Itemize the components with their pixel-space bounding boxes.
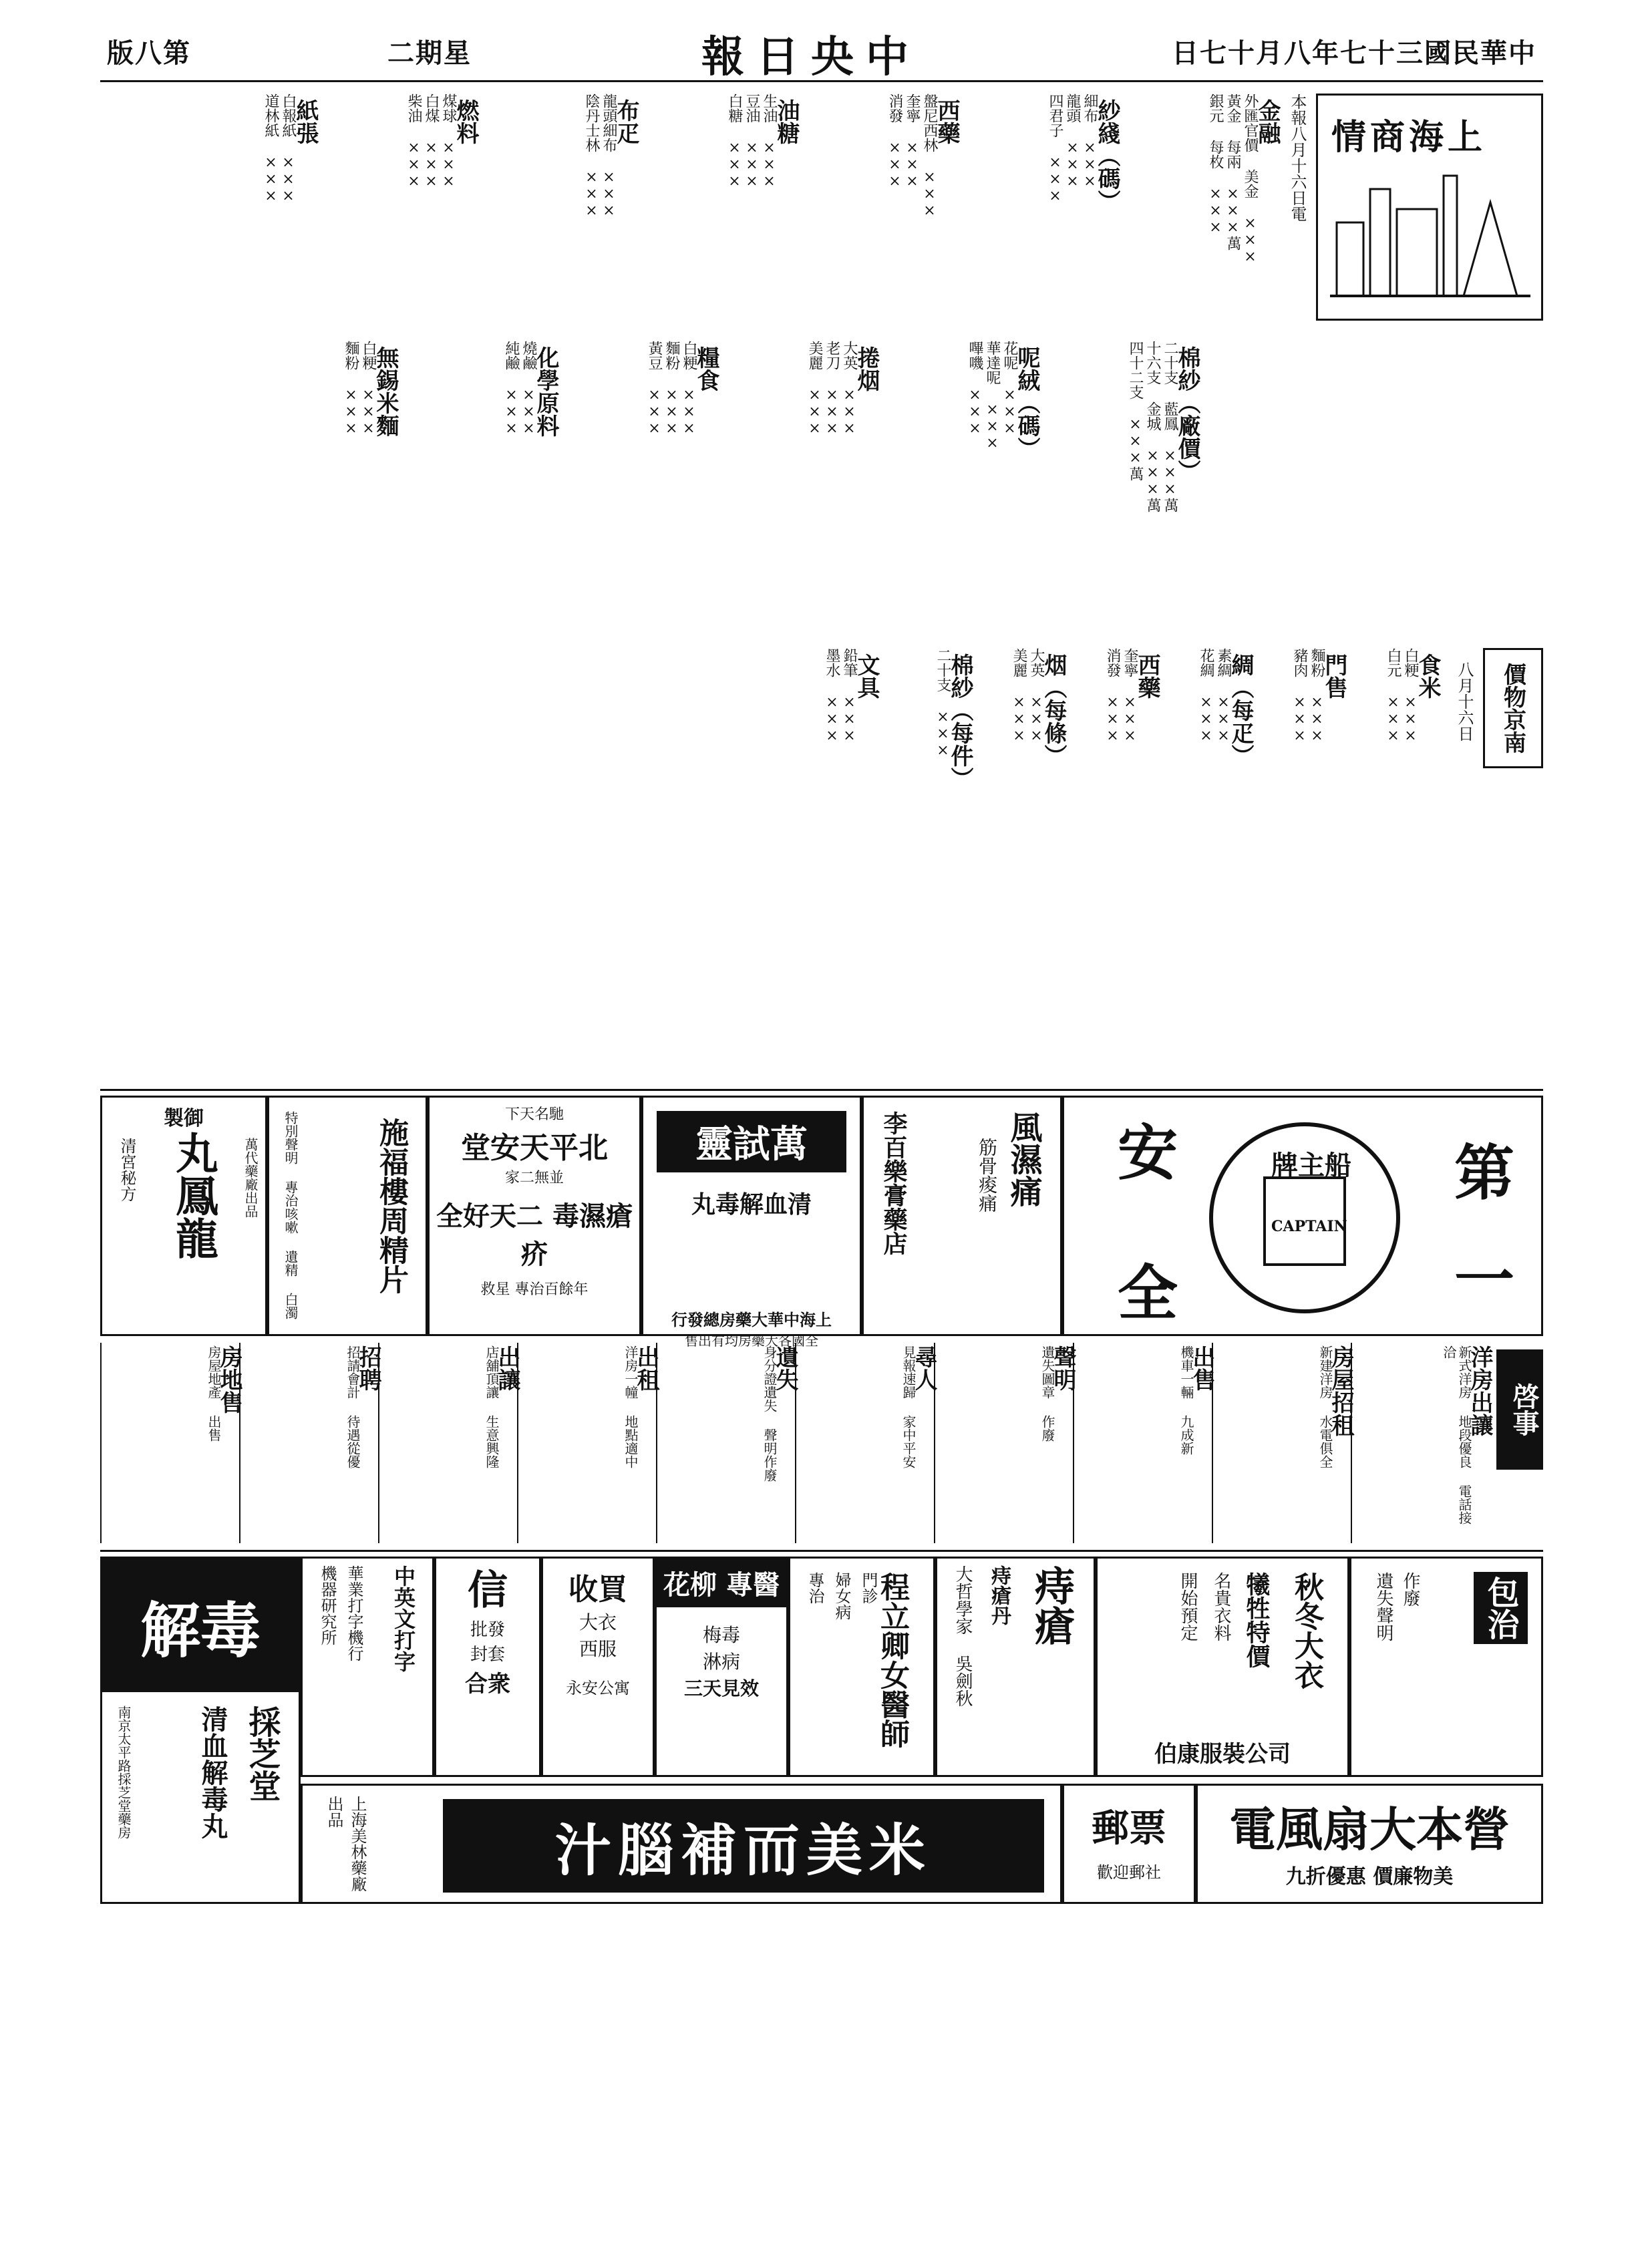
nanjing-price-line: 二十支 ××× bbox=[935, 648, 951, 759]
market-section-head: 油糖 bbox=[773, 99, 800, 144]
market-price-line: 華達呢 ××× bbox=[984, 341, 1001, 452]
woman-doctor-line-2: 婦女病 bbox=[832, 1572, 851, 1620]
nanjing-price-line: 花綢 ××× bbox=[1198, 648, 1214, 744]
classified-item-body: 房屋地產 出售 bbox=[206, 1345, 222, 1442]
market-price-line: 白報紙 ××× bbox=[280, 94, 297, 204]
nanjing-price-line: 大英 ××× bbox=[1028, 648, 1045, 744]
nanjing-section-head: 西藥 bbox=[1134, 653, 1160, 699]
clothing-title: 秋冬大衣 bbox=[1289, 1572, 1323, 1689]
market-price-line: 陰丹士林 ××× bbox=[583, 94, 600, 219]
market-column bbox=[966, 341, 1040, 568]
vd-line-3: 三天見效 bbox=[683, 1677, 759, 1699]
newspaper-page bbox=[100, 20, 1543, 2058]
market-section-head: 糧食 bbox=[693, 346, 719, 391]
market-section-head: 無錫米麵 bbox=[372, 346, 399, 437]
dragon-pill-title: 丸鳳龍 bbox=[168, 1131, 218, 1259]
fengshi-sub: 筋骨痠痛 bbox=[976, 1138, 998, 1212]
fuchang-ad bbox=[267, 1096, 428, 1336]
weekday-label: 二期星 bbox=[387, 37, 472, 69]
jiedu-shop: 採芝堂 bbox=[243, 1706, 281, 1802]
captain-left-char: 第 bbox=[1454, 1138, 1514, 1208]
electric-fan-ad bbox=[1196, 1784, 1543, 1904]
market-price-line: 銀元 每枚 ××× bbox=[1207, 94, 1224, 236]
buy-clothes-ad bbox=[541, 1557, 655, 1777]
market-price-line: 麵粉 ××× bbox=[663, 341, 680, 437]
nanjing-price-line: 墨水 ××× bbox=[824, 648, 840, 744]
electric-fan-title: 電風扇大本營 bbox=[1229, 1802, 1510, 1857]
market-section-head: 金融 bbox=[1254, 99, 1281, 144]
clothing-line-2: 名貴衣料 bbox=[1211, 1572, 1231, 1641]
nanjing-price-line: 素綢 ××× bbox=[1215, 648, 1232, 744]
market-price-line: 十六支 金城 ×××萬 bbox=[1144, 341, 1161, 512]
brain-tonic-ad bbox=[301, 1784, 1062, 1904]
brain-tonic-title: 汁腦補而美米 bbox=[443, 1799, 1044, 1893]
nanjing-section-head: 文具 bbox=[853, 653, 880, 699]
classified-item-body: 機車一輛 九成新 bbox=[1178, 1345, 1194, 1455]
beiping-ad bbox=[428, 1096, 641, 1336]
market-column bbox=[262, 94, 319, 321]
classified-section bbox=[100, 1343, 1543, 1552]
market-price-line: 老刀 ××× bbox=[824, 341, 840, 437]
classified-item-title: 出售 bbox=[1188, 1345, 1215, 1391]
classified-item-title: 洋房出讓 bbox=[1466, 1345, 1493, 1436]
clothing-line-3: 開始預定 bbox=[1178, 1572, 1198, 1641]
edition-label: 版八第 bbox=[107, 37, 191, 69]
beiping-sub2: 家二無並 bbox=[504, 1170, 564, 1186]
hemorrhoid-ad bbox=[935, 1557, 1096, 1777]
market-price-line: 細布 ××× bbox=[1082, 94, 1098, 190]
nanjing-price-line: 鉛筆 ××× bbox=[841, 648, 858, 744]
classified-item-title: 房地售 bbox=[216, 1345, 242, 1414]
market-price-line: 白糖 ××× bbox=[726, 94, 743, 190]
market-column bbox=[405, 94, 479, 321]
market-column bbox=[502, 341, 559, 568]
market-section-head: 捲烟 bbox=[853, 346, 880, 391]
hemorrhoid-line-2: 痔瘡丹 bbox=[987, 1565, 1011, 1625]
typewriter-line-1: 機器研究所 bbox=[318, 1565, 337, 1645]
classified-item bbox=[795, 1343, 937, 1543]
captain-cigarette-ad bbox=[1062, 1096, 1543, 1336]
woman-doctor-line-3: 門診 bbox=[859, 1572, 878, 1604]
market-price-line: 道林紙 ××× bbox=[263, 94, 279, 204]
market-section-head: 西藥 bbox=[933, 99, 960, 144]
classified-item bbox=[1073, 1343, 1215, 1543]
market-price-line: 純鹼 ××× bbox=[503, 341, 520, 437]
nanjing-section-head: 食米 bbox=[1414, 653, 1441, 699]
classified-item-body: 身分證遺失 聲明作廢 bbox=[762, 1345, 778, 1482]
captain-label: CAPTAIN bbox=[1271, 1218, 1347, 1235]
market-price-line: 四十二支 ×××萬 bbox=[1127, 341, 1144, 481]
nanjing-price-line: 麵粉 ××× bbox=[1309, 648, 1325, 744]
nanjing-price-line: 白元 ××× bbox=[1385, 648, 1402, 744]
classified-heading: 啓事 bbox=[1496, 1349, 1543, 1470]
nanjing-column bbox=[1104, 648, 1160, 1022]
market-section-head: 布疋 bbox=[613, 99, 639, 144]
classified-item-title: 尋人 bbox=[911, 1345, 937, 1391]
fengshi-shop: 李百樂膏藥店 bbox=[880, 1111, 908, 1255]
market-price-line: 黃豆 ××× bbox=[646, 341, 663, 437]
market-price-line: 美麗 ××× bbox=[806, 341, 823, 437]
skyline-illustration bbox=[1330, 162, 1530, 309]
classified-item bbox=[1351, 1343, 1493, 1543]
stamps-sub: 歡迎郵社 bbox=[1097, 1863, 1161, 1882]
market-price-line: 白粳 ××× bbox=[681, 341, 697, 437]
classified-item bbox=[378, 1343, 520, 1543]
fengshi-title: 風濕痛 bbox=[1005, 1111, 1042, 1207]
classified-item-body: 新式洋房 地段優良 電話接洽 bbox=[1441, 1345, 1472, 1524]
classified-item bbox=[1212, 1343, 1354, 1543]
captain-right-char: 一 bbox=[1454, 1245, 1514, 1315]
classified-item bbox=[934, 1343, 1076, 1543]
nanjing-price-line: 白粳 ××× bbox=[1402, 648, 1419, 744]
nanjing-price-line: 豬肉 ××× bbox=[1291, 648, 1308, 744]
market-column bbox=[1046, 94, 1120, 321]
vd-line-1: 梅毒 bbox=[702, 1624, 740, 1646]
market-price-line: 二十支 藍鳳 ×××萬 bbox=[1162, 341, 1178, 512]
classified-item bbox=[100, 1343, 242, 1543]
shanghai-market-banner bbox=[1316, 94, 1543, 321]
electric-fan-sub: 九折優惠 價廉物美 bbox=[1285, 1865, 1454, 1889]
classified-item-body: 店舖頂讓 生意興隆 bbox=[484, 1345, 500, 1468]
typewriter-title: 中英文打字 bbox=[391, 1565, 416, 1672]
masthead bbox=[100, 20, 1543, 82]
fuchang-title: 施福樓周精片 bbox=[374, 1118, 408, 1294]
envelope-line-2: 封套 bbox=[470, 1645, 505, 1665]
hemorrhoid-title: 痔瘡 bbox=[1028, 1565, 1075, 1645]
wanshi-sub: 丸毒解血清 bbox=[691, 1190, 812, 1219]
market-price-line: 白煤 ××× bbox=[423, 94, 440, 190]
beiping-product: 全好天二 毒濕瘡疥 bbox=[436, 1200, 633, 1270]
beiping-tail: 救星 專治百餘年 bbox=[480, 1281, 589, 1298]
jiedu-ad bbox=[100, 1557, 301, 1904]
market-section-head: 呢絨（碼） bbox=[1013, 346, 1040, 460]
market-price-line: 奎寧 ××× bbox=[904, 94, 921, 190]
woman-doctor-ad bbox=[788, 1557, 935, 1777]
vd-title: 花柳 專醫 bbox=[657, 1559, 786, 1607]
captain-brand: 牌主船 bbox=[1271, 1150, 1351, 1181]
market-column bbox=[725, 94, 800, 321]
classified-item-title: 房屋招租 bbox=[1327, 1345, 1354, 1436]
notice-line-1: 遺失聲明 bbox=[1373, 1572, 1393, 1641]
market-column bbox=[806, 341, 880, 568]
market-section-head: 紗綫（碼） bbox=[1094, 99, 1120, 212]
wanshi-maker: 行發總房藥大華中海上 bbox=[671, 1310, 832, 1329]
market-price-line: 燒鹼 ××× bbox=[520, 341, 537, 437]
market-price-line: 四君子 ××× bbox=[1047, 94, 1063, 204]
clothing-maker: 伯康服裝公司 bbox=[1154, 1741, 1291, 1768]
notice-ad bbox=[1349, 1557, 1543, 1777]
market-price-line: 龍頭 ××× bbox=[1064, 94, 1081, 190]
buy-title: 收買 bbox=[568, 1573, 627, 1607]
nanjing-column bbox=[934, 648, 973, 1022]
market-section-head: 紙張 bbox=[292, 99, 319, 144]
market-price-line: 白粳 ××× bbox=[360, 341, 377, 437]
market-price-line: 豆油 ××× bbox=[744, 94, 760, 190]
classified-item-body: 招請會計 待遇從優 bbox=[345, 1345, 361, 1468]
nanjing-column bbox=[1384, 648, 1441, 1022]
market-price-line: 嗶嘰 ××× bbox=[967, 341, 983, 437]
classified-item-title: 出租 bbox=[633, 1345, 659, 1391]
notice-title: 包治 bbox=[1474, 1572, 1528, 1644]
woman-doctor-line-1: 專治 bbox=[806, 1572, 824, 1604]
beiping-sub1: 下天名馳 bbox=[504, 1106, 564, 1123]
dragon-pill-maker: 萬代藥廠出品 bbox=[242, 1138, 259, 1218]
nanjing-price-line: 消發 ××× bbox=[1104, 648, 1121, 744]
buy-line-2: 西服 bbox=[579, 1638, 617, 1660]
classified-item bbox=[656, 1343, 798, 1543]
dragon-pill-side: 清宮秘方 bbox=[118, 1138, 136, 1202]
market-price-line: 生油 ××× bbox=[761, 94, 778, 190]
buy-line-1: 大衣 bbox=[579, 1611, 617, 1633]
nanjing-section-head: 烟（每條） bbox=[1040, 653, 1067, 767]
date-label: 日七十月八年七十三國民華中 bbox=[1172, 37, 1536, 69]
market-section-head: 棉紗（廠價） bbox=[1174, 346, 1200, 482]
market-price-line: 花呢 ××× bbox=[1001, 341, 1018, 437]
nanjing-price-line: 奎寧 ××× bbox=[1122, 648, 1138, 744]
nanjing-column bbox=[823, 648, 880, 1022]
market-price-line: 盤尼西林 ××× bbox=[921, 94, 938, 219]
classified-item-title: 招聘 bbox=[355, 1345, 381, 1391]
clothing-line-1: 犧牲特價 bbox=[1243, 1572, 1271, 1668]
classified-item bbox=[239, 1343, 381, 1543]
nanjing-date: 八月十六日 bbox=[1455, 661, 1474, 742]
stamps-title: 郵票 bbox=[1092, 1806, 1166, 1850]
jiedu-addr: 南京太平路採芝堂藥房 bbox=[116, 1706, 132, 1839]
jiedu-product: 清血解毒丸 bbox=[197, 1706, 228, 1839]
buy-line-3: 永安公寓 bbox=[566, 1679, 630, 1697]
market-price-line: 龍頭細布 ××× bbox=[601, 94, 617, 219]
market-column bbox=[1206, 94, 1281, 321]
jiedu-title: 解毒 bbox=[102, 1559, 299, 1692]
market-price-line: 柴油 ××× bbox=[405, 94, 422, 190]
market-price-line: 大英 ××× bbox=[841, 341, 858, 437]
vd-clinic-ad bbox=[655, 1557, 788, 1777]
market-column bbox=[886, 94, 960, 321]
market-price-line: 消發 ××× bbox=[886, 94, 903, 190]
wanshi-sold: 售出有均房藥大各國全 bbox=[685, 1333, 818, 1349]
classified-item-title: 聲明 bbox=[1049, 1345, 1076, 1391]
shanghai-market-title: 情商海上 bbox=[1331, 117, 1487, 158]
envelope-title: 信 bbox=[468, 1567, 508, 1614]
market-section-head: 燃料 bbox=[452, 99, 479, 144]
market-section-head: 化學原料 bbox=[532, 346, 559, 437]
classified-item-title: 出讓 bbox=[494, 1345, 520, 1391]
market-section bbox=[100, 87, 1543, 1091]
nanjing-column bbox=[1291, 648, 1347, 1022]
classified-item bbox=[517, 1343, 659, 1543]
market-column bbox=[1126, 341, 1200, 568]
market-price-line: 外匯官價 美金 ××× bbox=[1242, 94, 1259, 265]
market-price-line: 黃金 每兩 ×××萬 bbox=[1224, 94, 1241, 251]
classified-item-body: 新建洋房 水電俱全 bbox=[1317, 1345, 1333, 1468]
brain-tonic-maker: 上海美林藥廠出品 bbox=[325, 1796, 367, 1892]
envelope-ad bbox=[434, 1557, 541, 1777]
market-price-line: 煤球 ××× bbox=[440, 94, 457, 190]
clothing-ad bbox=[1096, 1557, 1349, 1777]
fuchang-body: 特別聲明 專治咳嗽 遺精 白濁 bbox=[283, 1111, 299, 1319]
market-column bbox=[342, 341, 399, 568]
market-column bbox=[583, 94, 639, 321]
classified-item-body: 洋房一幢 地點適中 bbox=[623, 1345, 639, 1468]
stamps-ad bbox=[1062, 1784, 1196, 1904]
classified-item-body: 見報速歸 家中平安 bbox=[900, 1345, 917, 1468]
hemorrhoid-line-1: 大哲學家 吳劍秋 bbox=[953, 1565, 973, 1707]
nanjing-prices-box: 價物京南 bbox=[1483, 648, 1543, 768]
newspaper-title: 報日央中 bbox=[701, 32, 921, 82]
nanjing-section-head: 綢（每疋） bbox=[1227, 653, 1254, 767]
market-price-line: 麵粉 ××× bbox=[343, 341, 359, 437]
typewriter-ad bbox=[301, 1557, 434, 1777]
captain-top-char: 安 bbox=[1118, 1118, 1178, 1188]
market-column bbox=[645, 341, 719, 568]
notice-line-2: 作廢 bbox=[1400, 1572, 1420, 1607]
wanshi-ad bbox=[641, 1096, 862, 1349]
market-note: 本報八月十六日電 bbox=[1288, 94, 1307, 222]
captain-bottom-char: 全 bbox=[1118, 1258, 1178, 1329]
dragon-pill-ad bbox=[100, 1096, 267, 1336]
nanjing-price-line: 美麗 ××× bbox=[1011, 648, 1027, 744]
wanshi-title: 靈試萬 bbox=[657, 1111, 846, 1172]
nanjing-column bbox=[1010, 648, 1067, 1022]
nanjing-column bbox=[1197, 648, 1254, 1022]
classified-item-title: 遺失 bbox=[772, 1345, 798, 1391]
nanjing-section-head: 棉紗（每件） bbox=[947, 653, 973, 790]
envelope-line-3: 合衆 bbox=[465, 1671, 510, 1697]
beiping-title: 堂安天平北 bbox=[461, 1131, 608, 1165]
envelope-line-1: 批發 bbox=[470, 1620, 505, 1640]
nanjing-section-head: 門售 bbox=[1321, 653, 1347, 699]
woman-doctor-title: 程立卿女醫師 bbox=[875, 1572, 909, 1748]
vd-line-2: 淋病 bbox=[702, 1651, 740, 1673]
classified-item-body: 遺失圖章 作廢 bbox=[1039, 1345, 1055, 1442]
typewriter-line-2: 華業打字機行 bbox=[345, 1565, 363, 1661]
fengshi-ad bbox=[862, 1096, 1062, 1336]
dragon-pill-top: 製御 bbox=[164, 1107, 204, 1130]
